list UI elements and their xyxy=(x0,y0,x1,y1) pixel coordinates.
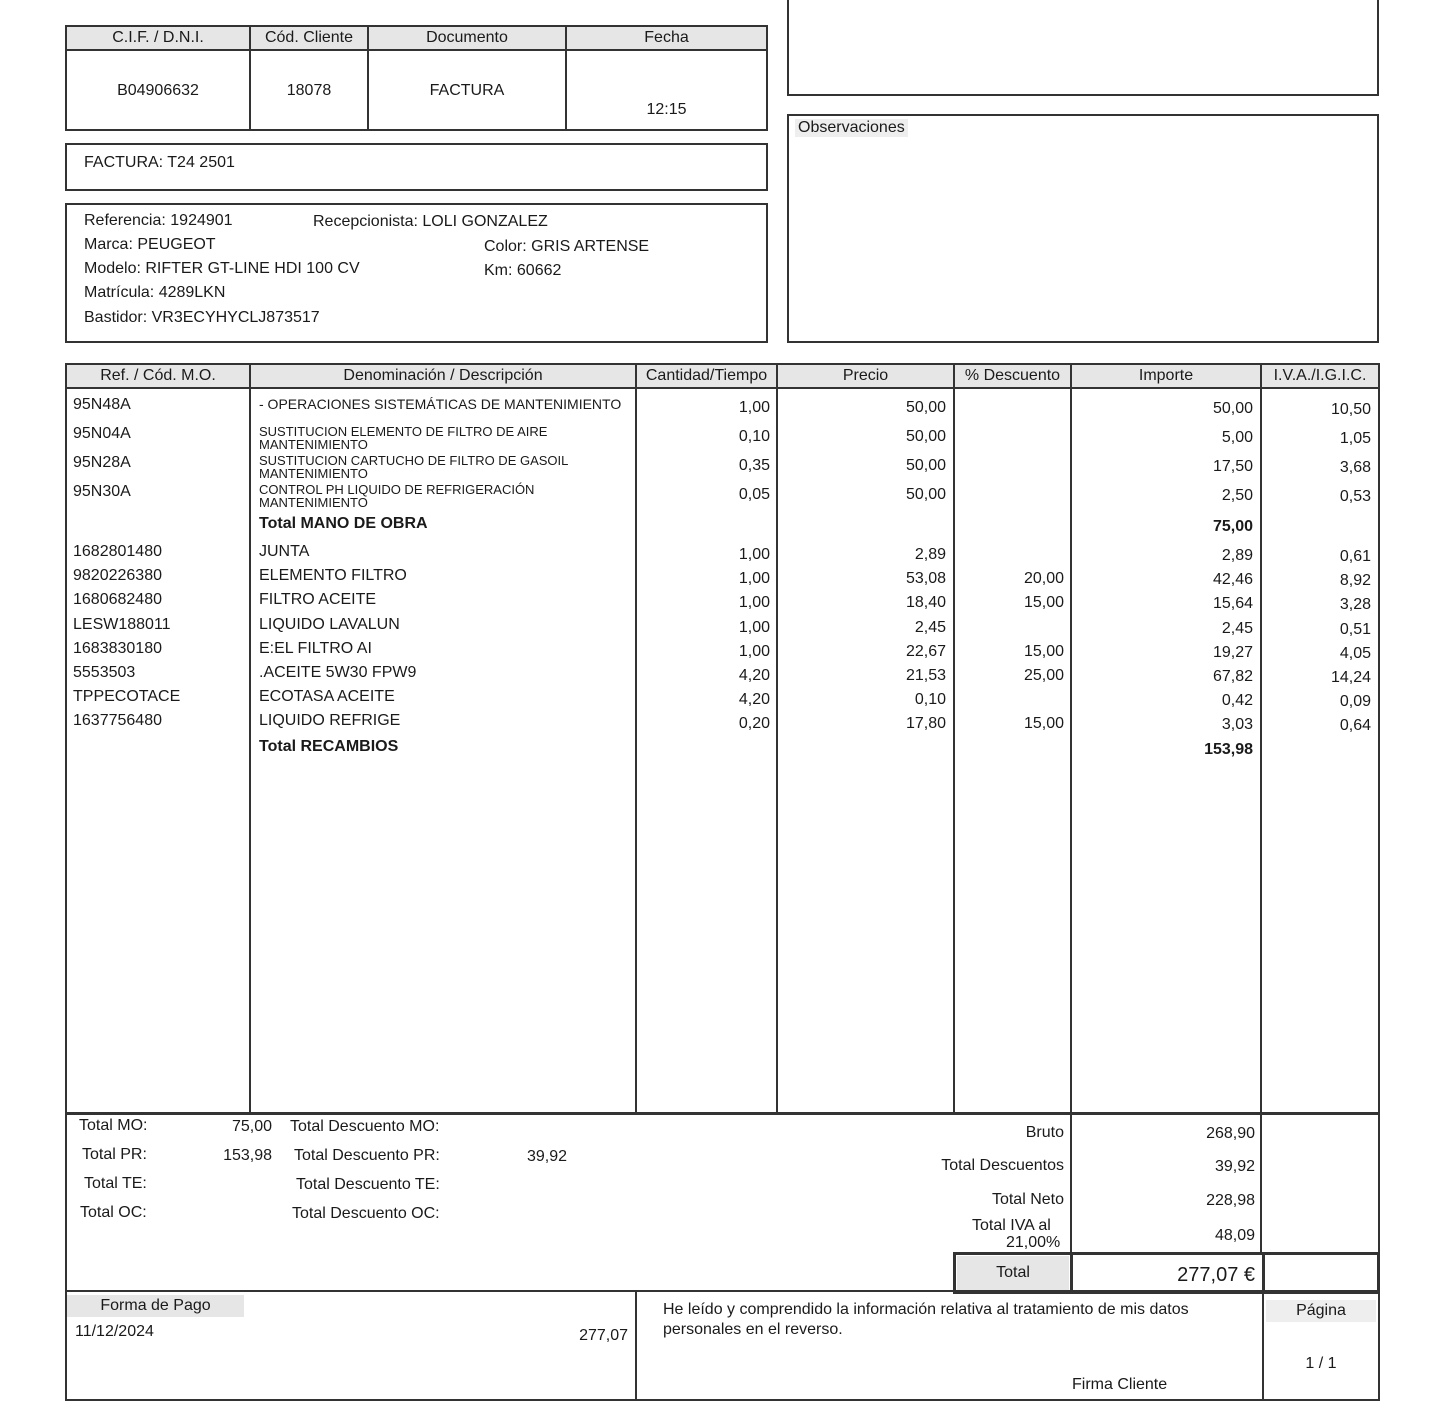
cif-value: B04906632 xyxy=(117,82,199,99)
total-mo-summary-label: Total MO: xyxy=(79,1117,148,1134)
row-precio: 22,67 xyxy=(905,643,946,660)
col-importe: Importe xyxy=(1072,365,1260,387)
row-desc: SUSTITUCION ELEMENTO DE FILTRO DE AIRE xyxy=(259,424,548,439)
observaciones-box xyxy=(787,114,1379,343)
row-qty: 4,20 xyxy=(738,691,770,708)
row-qty: 0,20 xyxy=(738,715,770,732)
hora-value: 12:15 xyxy=(646,101,687,118)
row-iva: 10,50 xyxy=(1330,401,1371,418)
row-iva: 0,51 xyxy=(1339,621,1371,638)
descuentos-value: 39,92 xyxy=(1214,1158,1255,1175)
row-qty: 1,00 xyxy=(738,643,770,660)
row-desc: LIQUIDO LAVALUN xyxy=(259,616,400,633)
fecha-header: Fecha xyxy=(567,27,766,49)
row-iva: 0,61 xyxy=(1339,548,1371,565)
row-qty: 1,00 xyxy=(738,619,770,636)
row-importe: 2,50 xyxy=(1221,487,1253,504)
total-te-label: Total TE: xyxy=(84,1175,147,1192)
row-precio: 0,10 xyxy=(914,691,946,708)
row-precio: 17,80 xyxy=(905,715,946,732)
row-iva: 8,92 xyxy=(1339,572,1371,589)
neto-label: Total Neto xyxy=(991,1191,1064,1208)
iva-rate: 21,00% xyxy=(1006,1234,1061,1251)
row-precio: 50,00 xyxy=(905,486,946,503)
total-mo-value: 75,00 xyxy=(1212,518,1253,535)
row-precio: 2,89 xyxy=(914,546,946,563)
row-desc-sub: MANTENIMIENTO xyxy=(259,437,368,452)
row-dto: 20,00 xyxy=(1023,570,1064,587)
row-importe: 2,45 xyxy=(1221,620,1253,637)
row-qty: 1,00 xyxy=(738,570,770,587)
row-precio: 50,00 xyxy=(905,428,946,445)
row-desc: JUNTA xyxy=(259,543,310,560)
iva-label: Total IVA al xyxy=(972,1217,1051,1234)
row-dto: 15,00 xyxy=(1023,715,1064,732)
row-importe: 3,03 xyxy=(1221,716,1253,733)
vehicle-color: Color: GRIS ARTENSE xyxy=(484,238,650,255)
row-iva: 14,24 xyxy=(1330,669,1371,686)
row-ref: 1637756480 xyxy=(73,712,162,729)
row-iva: 4,05 xyxy=(1339,645,1371,662)
vehicle-referencia: Referencia: 1924901 xyxy=(84,212,233,229)
col-precio: Precio xyxy=(778,365,953,387)
row-desc: E:EL FILTRO AI xyxy=(259,640,372,657)
row-qty: 1,00 xyxy=(738,399,770,416)
row-dto: 25,00 xyxy=(1023,667,1064,684)
row-importe: 50,00 xyxy=(1212,400,1253,417)
row-ref: 1680682480 xyxy=(73,591,162,608)
bruto-label: Bruto xyxy=(1025,1124,1064,1141)
row-ref: 95N48A xyxy=(73,396,131,413)
vehicle-marca: Marca: PEUGEOT xyxy=(84,236,216,253)
total-rec-value: 153,98 xyxy=(1204,741,1253,758)
row-desc-sub: MANTENIMIENTO xyxy=(259,466,368,481)
row-iva: 1,05 xyxy=(1339,430,1371,447)
row-qty: 4,20 xyxy=(738,667,770,684)
pagina-value: 1 / 1 xyxy=(1305,1355,1337,1372)
row-precio: 2,45 xyxy=(914,619,946,636)
row-importe: 17,50 xyxy=(1212,458,1253,475)
forma-pago-label: Forma de Pago xyxy=(67,1295,244,1317)
firma-cliente: Firma Cliente xyxy=(1072,1376,1168,1393)
row-desc: LIQUIDO REFRIGE xyxy=(259,712,401,729)
total-oc-label: Total OC: xyxy=(80,1204,147,1221)
row-ref: 9820226380 xyxy=(73,567,162,584)
cliente-value: 18078 xyxy=(286,82,332,99)
total-rec-label: Total RECAMBIOS xyxy=(259,738,399,755)
documento-header: Documento xyxy=(369,27,565,49)
total-label: Total xyxy=(957,1256,1069,1290)
row-ref: 5553503 xyxy=(73,664,136,681)
forma-pago-fecha: 11/12/2024 xyxy=(75,1323,154,1340)
row-iva: 3,28 xyxy=(1339,596,1371,613)
total-pr-value: 153,98 xyxy=(223,1147,272,1164)
row-importe: 15,64 xyxy=(1212,595,1253,612)
bruto-value: 268,90 xyxy=(1206,1125,1255,1142)
address-box xyxy=(787,0,1379,96)
row-qty: 0,10 xyxy=(738,428,770,445)
row-importe: 2,89 xyxy=(1221,547,1253,564)
neto-value: 228,98 xyxy=(1206,1192,1255,1209)
observaciones-label: Observaciones xyxy=(795,119,908,137)
total-dto-pr-label: Total Descuento PR: xyxy=(294,1147,440,1164)
row-dto: 15,00 xyxy=(1023,643,1064,660)
row-desc: SUSTITUCION CARTUCHO DE FILTRO DE GASOIL xyxy=(259,453,569,468)
row-desc: FILTRO ACEITE xyxy=(259,591,377,608)
cliente-header: Cód. Cliente xyxy=(251,27,367,49)
row-precio: 50,00 xyxy=(905,457,946,474)
row-iva: 0,53 xyxy=(1339,488,1371,505)
vehicle-modelo: Modelo: RIFTER GT-LINE HDI 100 CV xyxy=(84,260,360,277)
factura-number: FACTURA: T24 2501 xyxy=(84,154,235,171)
descuentos-label: Total Descuentos xyxy=(941,1157,1064,1174)
vehicle-recepcionista: Recepcionista: LOLI GONZALEZ xyxy=(313,213,548,230)
row-importe: 67,82 xyxy=(1212,668,1253,685)
col-ref: Ref. / Cód. M.O. xyxy=(67,365,249,387)
row-precio: 50,00 xyxy=(905,399,946,416)
col-dto: % Descuento xyxy=(955,365,1070,387)
row-importe: 5,00 xyxy=(1221,429,1253,446)
row-importe: 19,27 xyxy=(1212,644,1253,661)
row-ref: 95N30A xyxy=(73,483,131,500)
row-iva: 0,09 xyxy=(1339,693,1371,710)
iva-value: 48,09 xyxy=(1214,1227,1255,1244)
vehicle-bastidor: Bastidor: VR3ECYHYCLJ873517 xyxy=(84,309,320,326)
row-desc: ECOTASA ACEITE xyxy=(259,688,395,705)
row-ref: LESW188011 xyxy=(73,616,171,633)
row-precio: 53,08 xyxy=(905,570,946,587)
row-iva: 3,68 xyxy=(1339,459,1371,476)
total-value: 277,07 € xyxy=(1177,1264,1255,1286)
row-ref: 95N28A xyxy=(73,454,131,471)
row-dto: 15,00 xyxy=(1023,594,1064,611)
row-qty: 1,00 xyxy=(738,546,770,563)
row-desc: - OPERACIONES SISTEMÁTICAS DE MANTENIMIENTO xyxy=(259,396,622,412)
row-desc-sub: MANTENIMIENTO xyxy=(259,495,368,510)
row-qty: 0,05 xyxy=(738,486,770,503)
vehicle-km: Km: 60662 xyxy=(484,262,562,279)
col-desc: Denominación / Descripción xyxy=(251,365,635,387)
total-mo-summary-value: 75,00 xyxy=(231,1118,272,1135)
row-desc: .ACEITE 5W30 FPW9 xyxy=(259,664,417,681)
row-ref: TPPECOTACE xyxy=(73,688,181,705)
forma-pago-importe: 277,07 xyxy=(579,1327,628,1344)
documento-value: FACTURA xyxy=(429,82,505,99)
total-mo-label: Total MANO DE OBRA xyxy=(259,515,428,532)
pagina-label: Página xyxy=(1266,1300,1376,1322)
row-precio: 18,40 xyxy=(905,594,946,611)
total-dto-pr-value: 39,92 xyxy=(526,1148,567,1165)
col-iva: I.V.A./I.G.I.C. xyxy=(1262,365,1378,387)
row-importe: 0,42 xyxy=(1221,692,1253,709)
row-qty: 0,35 xyxy=(738,457,770,474)
row-desc: CONTROL PH LIQUIDO DE REFRIGERACIÓN xyxy=(259,482,535,497)
vehicle-matricula: Matrícula: 4289LKN xyxy=(84,284,226,301)
row-importe: 42,46 xyxy=(1212,571,1253,588)
row-ref: 1683830180 xyxy=(73,640,162,657)
total-dto-te-label: Total Descuento TE: xyxy=(296,1176,440,1193)
row-ref: 95N04A xyxy=(73,425,131,442)
row-ref: 1682801480 xyxy=(73,543,162,560)
total-dto-oc-label: Total Descuento OC: xyxy=(292,1205,440,1222)
row-precio: 21,53 xyxy=(905,667,946,684)
total-dto-mo-label: Total Descuento MO: xyxy=(290,1118,440,1135)
total-pr-label: Total PR: xyxy=(82,1146,147,1163)
privacy-notice: He leído y comprendido la información relativa al tratamiento de mis datos personales en el reverso. xyxy=(663,1301,1189,1338)
col-qty: Cantidad/Tiempo xyxy=(637,365,776,387)
cif-header: C.I.F. / D.N.I. xyxy=(67,27,249,49)
row-qty: 1,00 xyxy=(738,594,770,611)
row-iva: 0,64 xyxy=(1339,717,1371,734)
row-desc: ELEMENTO FILTRO xyxy=(259,567,407,584)
